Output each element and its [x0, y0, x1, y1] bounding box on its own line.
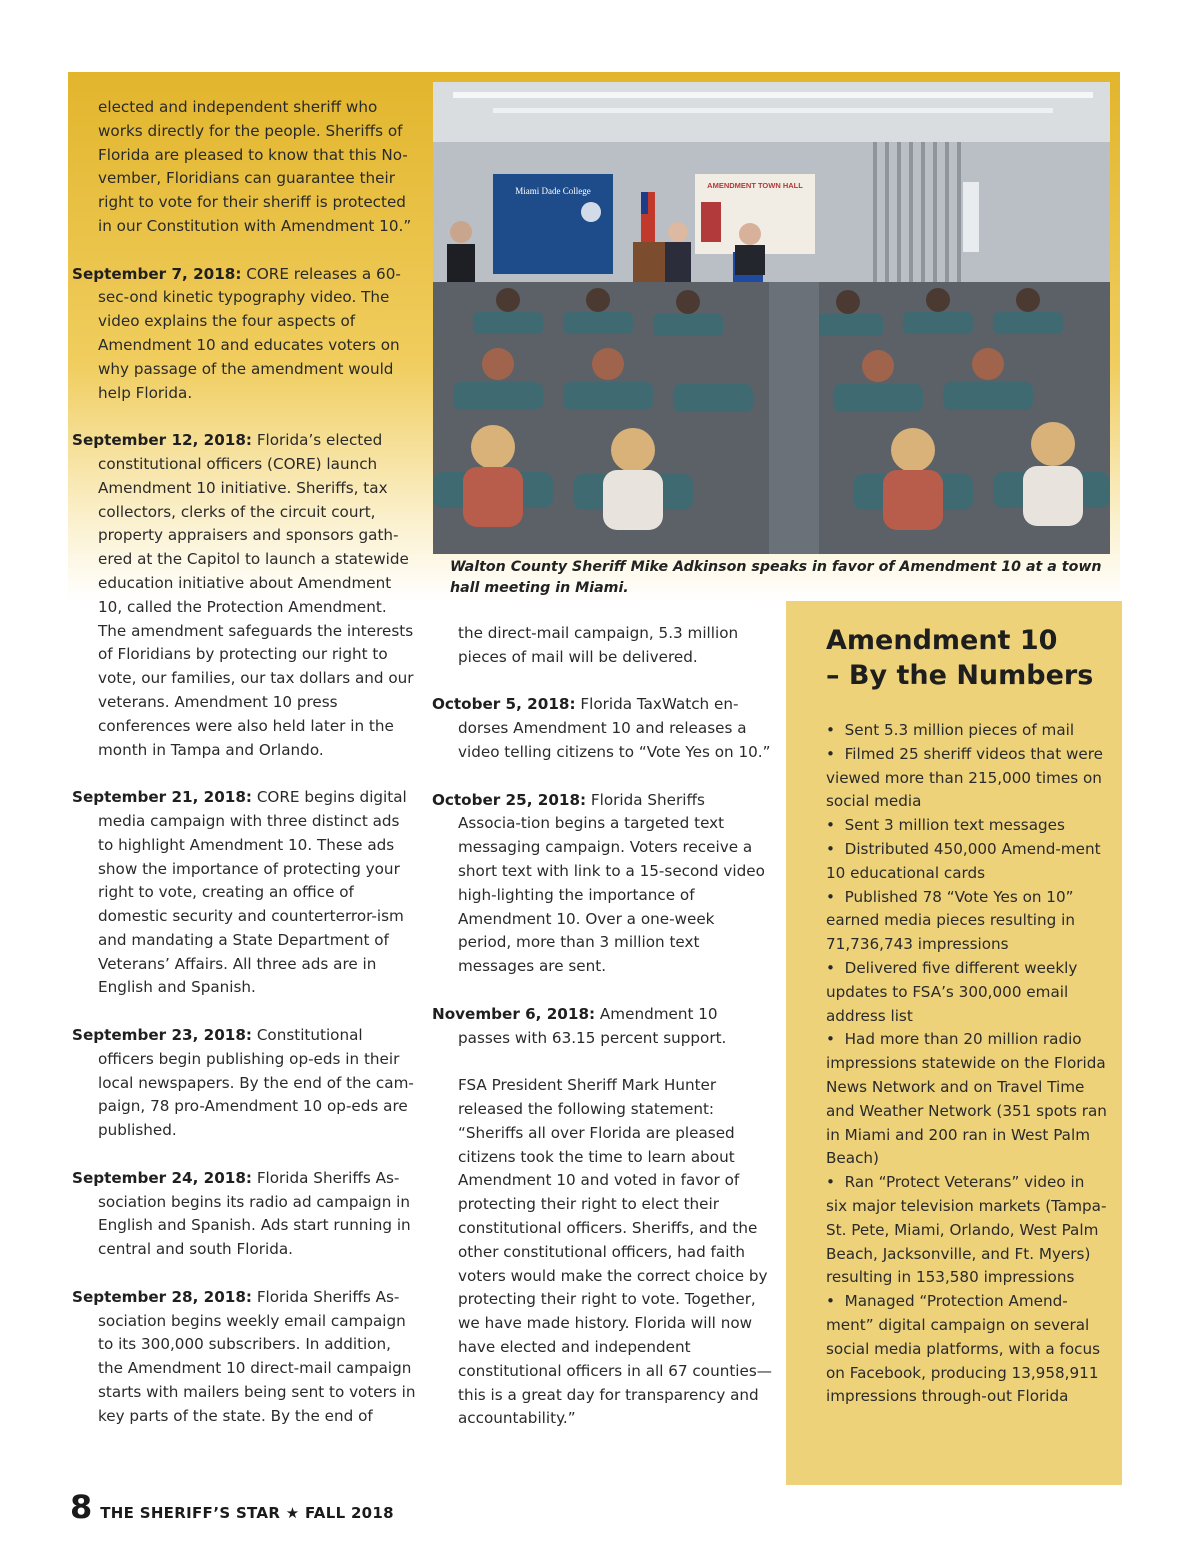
middle-column	[432, 622, 772, 1455]
bullet-icon: •	[826, 1173, 835, 1192]
sidebar-title-line2: – By the Numbers	[826, 660, 1094, 691]
bullet-icon: •	[826, 744, 835, 763]
bullet-icon: •	[826, 887, 835, 906]
stat-item	[826, 1171, 1108, 1290]
stat-text: Had more than 20 million radio impressions statewide on the Florida News Network and on Travel Time and Weather Network (351 spots ran in Miami and 200 ran in West Palm Beach)	[826, 1030, 1107, 1168]
stat-text: Sent 3 million text messages	[844, 816, 1065, 835]
sidebar-title	[826, 623, 1108, 693]
bullet-icon: •	[826, 1292, 835, 1311]
entry-text: Amendment 10 passes with 63.15 percent support.	[458, 1004, 727, 1047]
entry-text: Florida Sheriffs As-sociation begins weekly email campaign to its 300,000 subscribers. In addition, the Amendment 10 direct-mail campaign starts with mailers being sent to voters in key parts of the state. By the end of	[98, 1287, 416, 1425]
entry-date: October 25, 2018:	[432, 790, 587, 809]
timeline-entry	[72, 1167, 417, 1262]
stat-item	[826, 838, 1108, 886]
stat-item	[826, 719, 1108, 743]
entry-date: September 24, 2018:	[72, 1168, 252, 1187]
photo-caption: Walton County Sheriff Mike Adkinson speaks in favor of Amendment 10 at a town hall meeting in Miami.	[450, 559, 1102, 596]
timeline-entry	[432, 693, 772, 764]
entry-date: September 12, 2018:	[72, 431, 252, 450]
bullet-icon: •	[826, 958, 835, 977]
entry-text: CORE begins digital media campaign with three distinct ads to highlight Amendment 10. These ads show the importance of protecting your right to vote, creating an office of domestic security and counterterror-ism and mandating a State Department of Veterans’ Affairs. All three ads are in English and Spanish.	[98, 788, 407, 997]
bullet-icon: •	[826, 839, 835, 858]
entry-date: September 28, 2018:	[72, 1287, 252, 1306]
continuation-paragraph: the direct-mail campaign, 5.3 million pieces of mail will be delivered.	[458, 624, 739, 666]
timeline-entry	[432, 1003, 772, 1051]
stat-item	[826, 743, 1108, 814]
entry-text: Constitutional officers begin publishing op-eds in their local newspapers. By the end of the cam-paign, 78 pro-Amendment 10 op-eds are published.	[98, 1026, 414, 1140]
stat-item	[826, 814, 1108, 838]
stat-item	[826, 1290, 1108, 1409]
stat-item	[826, 1028, 1108, 1171]
timeline-entry	[72, 429, 417, 762]
page-footer	[70, 1488, 394, 1528]
stat-text: Published 78 “Vote Yes on 10” earned media pieces resulting in 71,736,743 impressions	[826, 887, 1075, 954]
entry-date: October 5, 2018:	[432, 695, 576, 714]
stat-text: Sent 5.3 million pieces of mail	[844, 721, 1075, 739]
bullet-icon: •	[826, 721, 835, 739]
timeline-entry	[72, 786, 417, 1000]
stat-text: Delivered five different weekly updates to FSA’s 300,000 email address list	[826, 958, 1078, 1025]
stat-item	[826, 957, 1108, 1028]
president-statement: FSA President Sheriff Mark Hunter released the following statement: “Sheriffs all over Florida are pleased citizens took the time to learn about Amendment 10 and voted in favor of protecting their right to elect their constitutional officers. Sheriffs, and the other constitutional officers, had faith voters would make the correct choice by protecting their right to vote. Together, we have made history. Florida will now have elected and independent constitutional officers in all 67 counties—this is a great day for transparency and accountability.”	[458, 1076, 772, 1428]
screen-text: AMENDMENT TOWN HALL	[707, 181, 803, 190]
timeline-entry	[72, 1024, 417, 1143]
entry-date: September 21, 2018:	[72, 788, 252, 807]
stat-text: Managed “Protection Amend-ment” digital campaign on several social media platforms, with a focus on Facebook, producing 13,958,911 impressions through-out Florida	[826, 1292, 1101, 1406]
town-hall-illustration	[433, 82, 1110, 554]
stat-text: Distributed 450,000 Amend-ment 10 educational cards	[826, 839, 1101, 882]
intro-paragraph: elected and independent sheriff who works directly for the people. Sheriffs of Florida are pleased to know that this No-vember, Floridians can guarantee their right to vote for their sheriff is protected in our Constitution with Amendment 10.”	[98, 98, 412, 235]
entry-text: Florida’s elected constitutional officers (CORE) launch Amendment 10 initiative. Sheriffs, tax collectors, clerks of the circuit court, property appraisers and sponsors gath-ered at the Capitol to launch a statewide education initiative about Amendment 10, called the Protection Amendment. The amendment safeguards the interests of Floridians by protecting our right to vote, our families, our tax dollars and our veterans. Amendment 10 press conferences were also held later in the month in Tampa and Orlando.	[98, 431, 414, 759]
entry-date: November 6, 2018:	[432, 1004, 596, 1023]
sidebar-title-line1: Amendment 10	[826, 625, 1058, 656]
entry-text: CORE releases a 60-sec-ond kinetic typography video. The video explains the four aspects of Amendment 10 and educates voters on why passage of the amendment would help Florida.	[98, 264, 401, 402]
entry-text: Florida Sheriffs As-sociation begins its radio ad campaign in English and Spanish. Ads start running in central and south Florida.	[98, 1168, 411, 1259]
page-number: 8	[70, 1488, 93, 1526]
timeline-entry	[432, 789, 772, 979]
entry-date: September 7, 2018:	[72, 264, 242, 283]
entry-date: September 23, 2018:	[72, 1026, 252, 1045]
bullet-icon: •	[826, 816, 835, 835]
town-hall-photo	[433, 82, 1110, 554]
stat-text: Filmed 25 sheriff videos that were viewed more than 215,000 times on social media	[826, 744, 1104, 811]
bullet-icon: •	[826, 1030, 835, 1049]
left-column	[72, 96, 417, 1452]
college-sign-text: Miami Dade College	[515, 186, 591, 196]
timeline-entry	[72, 1286, 417, 1429]
stat-item	[826, 886, 1108, 957]
stats-list	[826, 719, 1108, 1409]
stat-text: Ran “Protect Veterans” video in six major television markets (Tampa-St. Pete, Miami, Orlando, West Palm Beach, Jacksonville, and Ft. Myers) resulting in 153,580 impressions	[826, 1173, 1107, 1287]
timeline-entry	[72, 263, 417, 406]
entry-text: Florida Sheriffs Associa-tion begins a targeted text messaging campaign. Voters receive a short text with link to a 15-second video high-lighting the importance of Amendment 10. Over a one-week period, more than 3 million text messages are sent.	[458, 790, 765, 976]
publication-name: THE SHERIFF’S STAR ★ FALL 2018	[100, 1504, 394, 1522]
by-the-numbers-sidebar	[786, 601, 1122, 1485]
entry-text: Florida TaxWatch en-dorses Amendment 10 and releases a video telling citizens to “Vote Yes on 10.”	[458, 695, 771, 761]
